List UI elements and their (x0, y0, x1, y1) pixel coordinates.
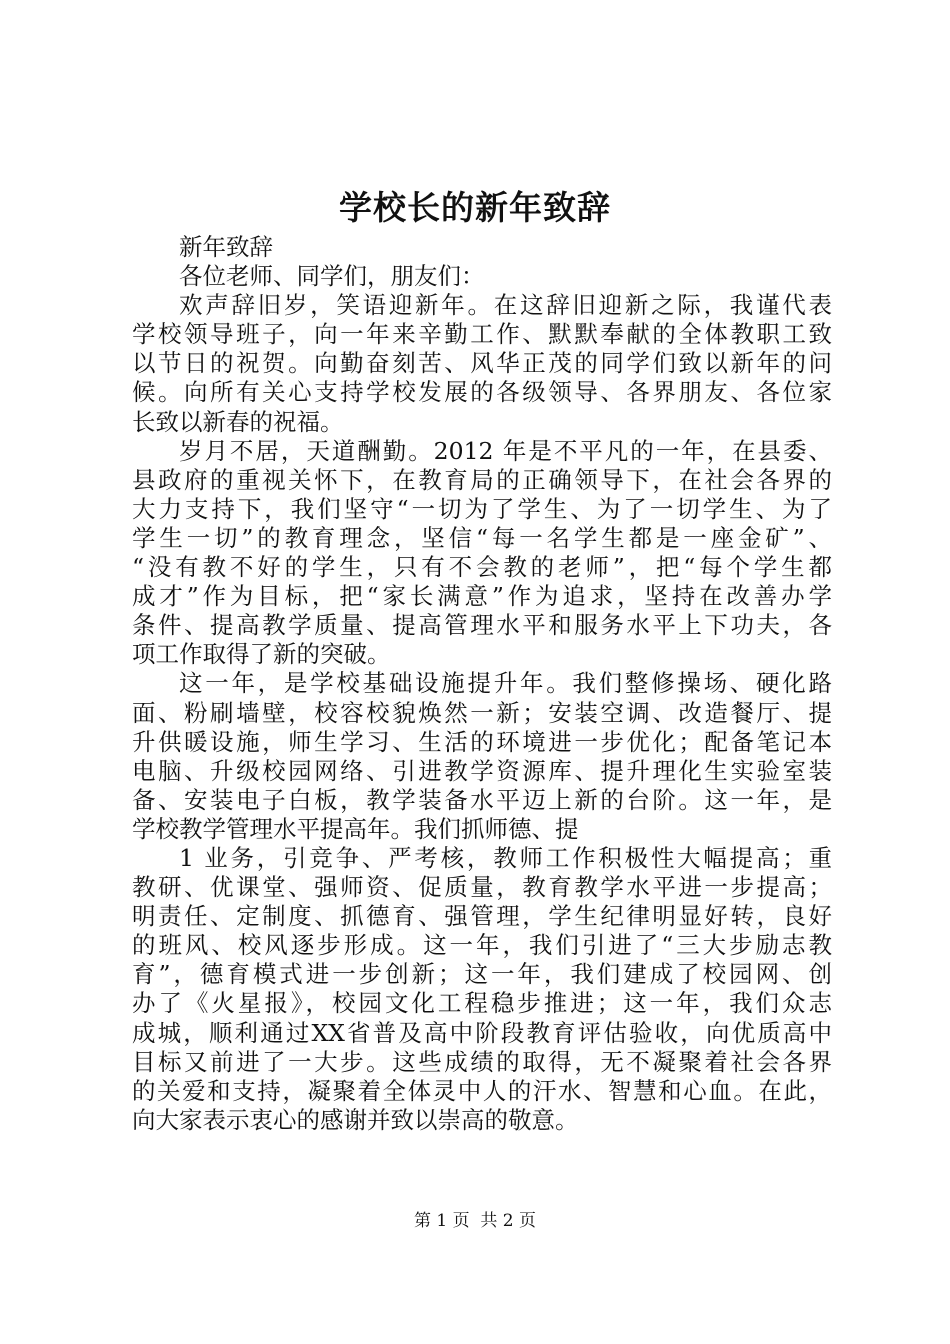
text-line: 成城，顺利通过XX省普及高中阶段教育评估验收，向优质高中 (132, 1018, 832, 1047)
text-line: 备、安装电子白板，教学装备水平迈上新的台阶。这一年，是 (132, 785, 832, 814)
text-line: 升供暖设施，师生学习、生活的环境进一步优化；配备笔记本 (132, 727, 832, 756)
text-line: 这一年，是学校基础设施提升年。我们整修操场、硬化路 (179, 669, 832, 698)
text-line: 目标又前进了一大步。这些成绩的取得，无不凝聚着社会各界 (132, 1047, 832, 1076)
text-line: 面、粉刷墙壁，校容校貌焕然一新；安装空调、改造餐厅、提 (132, 698, 832, 727)
text-line: 明责任、定制度、抓德育、强管理，学生纪律明显好转，良好 (132, 902, 832, 931)
text-line: 教研、优课堂、强师资、促质量，教育教学水平进一步提高； (132, 873, 832, 902)
text-line: 学生一切”的教育理念，坚信“每一名学生都是一座金矿”、 (132, 523, 832, 552)
text-line: 候。向所有关心支持学校发展的各级领导、各界朋友、各位家 (132, 378, 832, 407)
text-line: 1 业务，引竞争、严考核，教师工作积极性大幅提高；重 (179, 843, 832, 872)
text-line: 学校教学管理水平提高年。我们抓师德、提 (132, 814, 579, 843)
text-line: 学校领导班子，向一年来辛勤工作、默默奉献的全体教职工致 (132, 320, 832, 349)
document-body (132, 233, 832, 1135)
text-line: 的班风、校风逐步形成。这一年，我们引进了“三大步励志教 (132, 931, 832, 960)
text-line: 各位老师、同学们，朋友们： (179, 262, 485, 291)
text-line: 办了《火星报》，校园文化工程稳步推进；这一年，我们众志 (132, 989, 832, 1018)
page-footer: 第 1 页 共 2 页 (413, 1211, 537, 1231)
text-line: 项工作取得了新的突破。 (132, 640, 391, 669)
text-line: 向大家表示衷心的感谢并致以崇高的敬意。 (132, 1105, 579, 1134)
text-line: 岁月不居，天道酬勤。2012 年是不平凡的一年，在县委、 (179, 436, 832, 465)
text-line: 条件、提高教学质量、提高管理水平和服务水平上下功夫，各 (132, 611, 832, 640)
text-line: 育”，德育模式进一步创新；这一年，我们建成了校园网、创 (132, 960, 832, 989)
text-line: 新年致辞 (179, 233, 273, 261)
document-title: 学校长的新年致辞 (339, 188, 611, 227)
text-line: 以节日的祝贺。向勤奋刻苦、风华正茂的同学们致以新年的问 (132, 349, 832, 378)
text-line: 县政府的重视关怀下，在教育局的正确领导下，在社会各界的 (132, 465, 832, 494)
text-line: 成才”作为目标，把“家长满意”作为追求，坚持在改善办学 (132, 582, 832, 611)
text-line: 电脑、升级校园网络、引进教学资源库、提升理化生实验室装 (132, 756, 832, 785)
text-line: 的关爱和支持，凝聚着全体灵中人的汗水、智慧和心血。在此， (132, 1076, 832, 1105)
text-line: “没有教不好的学生，只有不会教的老师”，把“每个学生都 (132, 553, 832, 582)
text-line: 长致以新春的祝福。 (132, 407, 344, 436)
text-line: 欢声辞旧岁，笑语迎新年。在这辞旧迎新之际，我谨代表 (179, 291, 832, 320)
text-line: 大力支持下，我们坚守“一切为了学生、为了一切学生、为了 (132, 494, 832, 523)
